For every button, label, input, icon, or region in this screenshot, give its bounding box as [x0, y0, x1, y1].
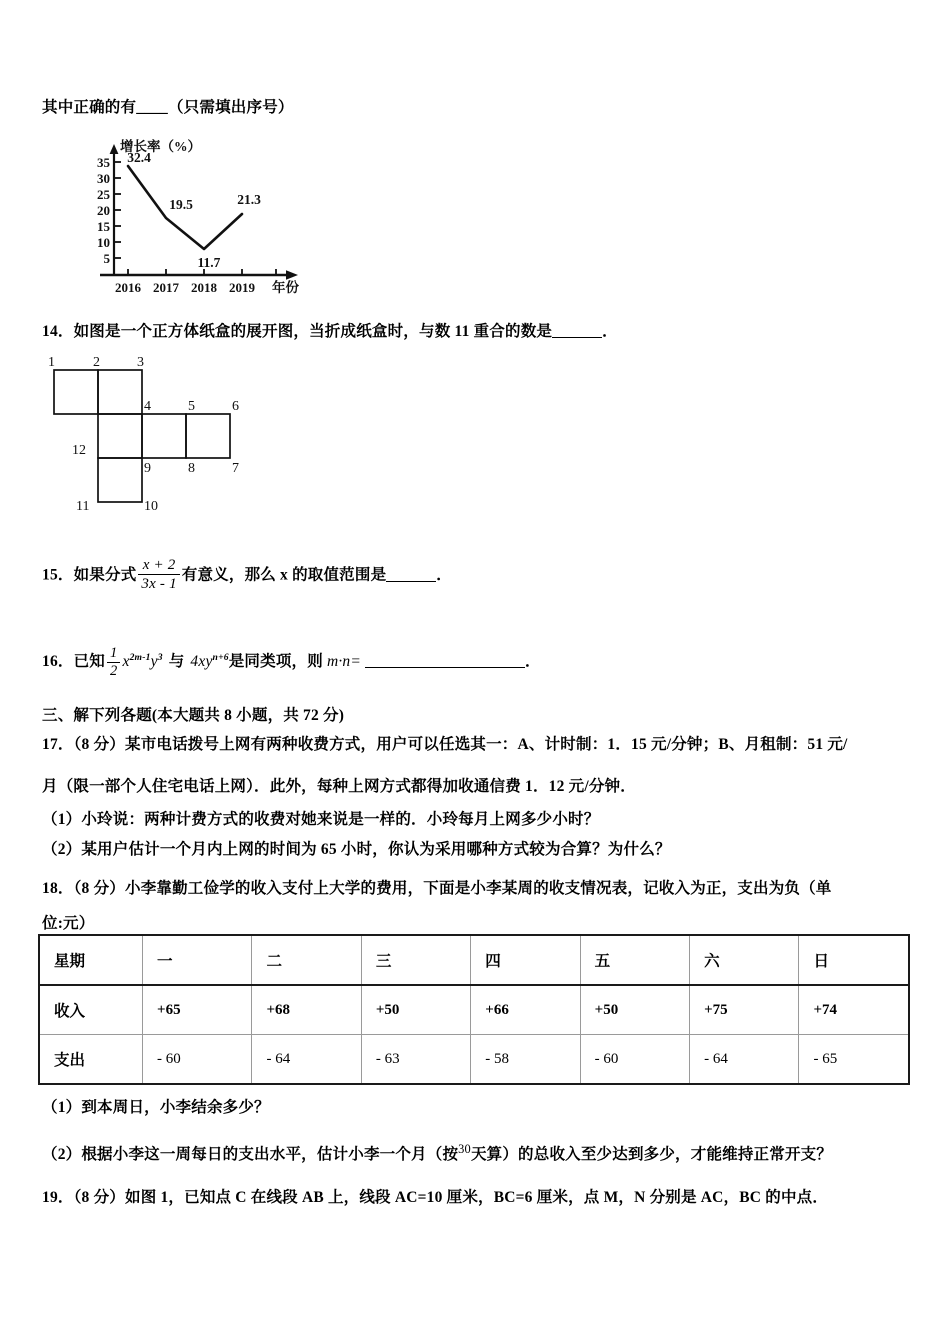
question-16-term1-y-exponent: 3	[157, 652, 163, 663]
cube-net-label-5: 5	[188, 399, 195, 414]
table-row-label-income: 收入	[39, 985, 143, 1035]
chart-ytick-25: 25	[97, 187, 110, 202]
chart-ytick-30: 30	[97, 171, 110, 186]
table-header-mon: 一	[143, 935, 252, 985]
coefficient-numerator: 1	[107, 645, 120, 663]
cube-net-svg	[36, 352, 276, 512]
chart-xtick-2019: 2019	[229, 280, 255, 295]
chart-xtick-2016: 2016	[115, 280, 141, 295]
cube-net-label-11: 11	[76, 499, 90, 512]
question-15-text-after: 有意义，那么 x 的取值范围是	[181, 566, 387, 584]
question-18-score: （8 分）	[73, 880, 125, 897]
question-16-text-mid: 是同类项，则	[228, 653, 323, 671]
question-14-number: 14．	[42, 323, 74, 340]
chart-xtick-2017: 2017	[153, 280, 179, 295]
income-expense-table	[38, 934, 910, 1085]
question-19-score: （8 分）	[73, 1189, 125, 1206]
question-17-sub-1-text: （1）小玲说：两种计费方式的收费对她来说是一样的．小玲每月上网多少小时？	[42, 811, 600, 828]
table-header-thu: 四	[471, 935, 580, 985]
table-cell-income-mon: +65	[143, 985, 252, 1035]
table-header-wed: 三	[361, 935, 470, 985]
chart-y-tick-labels	[97, 155, 111, 266]
table-cell-expense-tue: - 64	[252, 1035, 361, 1085]
question-19-text: 如图 1，已知点 C 在线段 AB 上，线段 AC=10 厘米，BC=6 厘米，点 M，N 分别是 AC，BC 的中点．	[125, 1189, 829, 1206]
question-17-line-2	[42, 775, 636, 798]
cube-net-label-8: 8	[188, 461, 195, 476]
question-18-text-line-1: 小李靠勤工俭学的收入支付上大学的费用，下面是小李某周的收支情况表，记收入为正，支出为负（单	[125, 880, 832, 897]
question-18-line-2	[42, 912, 94, 935]
question-16-coefficient-fraction	[107, 645, 120, 680]
question-16-period: ．	[525, 653, 541, 671]
question-16-term2-exponent: n+6	[212, 652, 229, 663]
table-header-fri: 五	[580, 935, 689, 985]
cube-net-label-4: 4	[144, 399, 151, 414]
top-instruction-line	[42, 96, 294, 119]
chart-ytick-15: 15	[97, 219, 110, 234]
table-cell-expense-thu: - 58	[471, 1035, 580, 1085]
chart-ytick-35: 35	[97, 155, 110, 170]
question-19-number: 19．	[42, 1189, 74, 1206]
table-header-weekday: 星期	[39, 935, 143, 985]
question-14-period: ．	[602, 323, 618, 340]
question-17-number: 17．	[42, 736, 74, 753]
question-16-conjunction: 与	[168, 653, 185, 671]
table-header-sat: 六	[690, 935, 799, 985]
chart-point-label-2019: 21.3	[237, 192, 261, 207]
question-16-text-before: 已知	[73, 653, 106, 671]
chart-point-label-2017: 19.5	[169, 197, 193, 212]
question-17-score: （8 分）	[73, 736, 125, 753]
question-16	[42, 645, 541, 680]
cube-net-label-2: 2	[93, 355, 100, 370]
table-header-row	[39, 935, 909, 985]
table-cell-income-fri: +50	[580, 985, 689, 1035]
top-instruction-text: 其中正确的有____（只需填出序号）	[42, 99, 294, 116]
cube-net-label-10: 10	[144, 499, 158, 512]
growth-rate-chart	[44, 136, 324, 306]
chart-ytick-10: 10	[97, 235, 110, 250]
question-16-term1-y: y	[150, 653, 158, 671]
chart-y-arrow	[110, 144, 119, 154]
chart-point-label-2016: 32.4	[127, 150, 151, 165]
question-18-number: 18．	[42, 880, 74, 897]
question-16-number: 16．	[42, 653, 74, 671]
question-15-fraction	[138, 557, 179, 593]
question-16-term1-x: x	[122, 653, 130, 671]
question-15-text-before: 如果分式	[73, 566, 137, 584]
question-14-answer-blank[interactable]	[552, 337, 602, 338]
fraction-denominator: 3x - 1	[141, 576, 177, 593]
cube-net-label-9: 9	[144, 461, 151, 476]
question-17-sub-2-text: （2）某用户估计一个月内上网的时间为 65 小时，你认为采用哪种方式较为合算？为什么？	[42, 841, 671, 858]
table-cell-expense-sun: - 65	[799, 1035, 909, 1085]
chart-y-axis-title: 增长率（%）	[120, 139, 201, 154]
table-cell-income-tue: +68	[252, 985, 361, 1035]
question-18-sub-2-text-after: 天算）的总收入至少达到多少，才能维持正常开支？	[470, 1146, 833, 1164]
chart-point-labels	[127, 150, 261, 270]
question-18-text-line-2: 位:元）	[42, 915, 95, 932]
question-15	[42, 557, 452, 593]
section-3-heading-text: 三、解下列各题(本大题共 8 小题，共 72 分)	[42, 707, 345, 724]
question-18-sub-1-text: （1）到本周日，小李结余多少？	[42, 1099, 270, 1116]
table-cell-expense-mon: - 60	[143, 1035, 252, 1085]
table-row-label-expense: 支出	[39, 1035, 143, 1085]
question-17-text-line-2: 月（限一部个人住宅电话上网）．此外，每种上网方式都得加收通信费 1．12 元/分钟．	[42, 778, 636, 795]
table-cell-income-wed: +50	[361, 985, 470, 1035]
chart-xtick-2018: 2018	[191, 280, 217, 295]
question-18-sub-2-text-before: （2）根据小李这一周每日的支出水平，估计小李一个月（按	[42, 1146, 459, 1164]
chart-x-arrow	[286, 270, 298, 280]
table-cell-expense-sat: - 64	[690, 1035, 799, 1085]
question-14	[42, 320, 618, 343]
cube-net-label-6: 6	[232, 399, 239, 414]
table-header-tue: 二	[252, 935, 361, 985]
question-15-answer-blank[interactable]	[386, 581, 436, 582]
table-cell-income-sat: +75	[690, 985, 799, 1035]
table-cell-income-sun: +74	[799, 985, 909, 1035]
cube-net-label-7: 7	[232, 461, 239, 476]
question-18-sub-2-superscript: 30	[458, 1142, 471, 1156]
chart-x-tick-labels	[115, 280, 256, 295]
table-row-expense	[39, 1035, 909, 1085]
question-16-term1-exponent: 2m-1	[129, 652, 151, 663]
question-15-period: ．	[436, 566, 452, 584]
table-cell-expense-fri: - 60	[580, 1035, 689, 1085]
cube-net-label-12: 12	[72, 443, 86, 458]
chart-svg	[44, 136, 324, 306]
question-15-number: 15．	[42, 566, 74, 584]
cube-net-lines	[54, 370, 230, 502]
table-cell-income-thu: +66	[471, 985, 580, 1035]
question-16-expression: m·n=	[326, 653, 362, 671]
table-row-income	[39, 985, 909, 1035]
question-17-line-1	[42, 733, 848, 756]
question-17-sub-2	[42, 838, 671, 861]
fraction-numerator: x + 2	[138, 557, 179, 575]
chart-ytick-5: 5	[103, 251, 110, 266]
question-16-answer-blank[interactable]	[365, 667, 525, 668]
cube-net-label-1: 1	[48, 355, 55, 370]
cube-net-diagram	[36, 352, 276, 512]
cube-net-label-3: 3	[137, 355, 144, 370]
cube-net-labels	[48, 355, 239, 512]
table-header-sun: 日	[799, 935, 909, 985]
question-18-line-1	[42, 877, 832, 900]
question-17-sub-1	[42, 808, 599, 831]
chart-ytick-20: 20	[97, 203, 110, 218]
question-17-text-line-1: 某市电话拨号上网有两种收费方式，用户可以任选其一：A、计时制：1．15 元/分钟；B、月租制：51 元/	[125, 736, 848, 753]
coefficient-denominator: 2	[110, 662, 118, 679]
question-18-sub-1	[42, 1096, 270, 1119]
chart-point-label-2018: 11.7	[197, 255, 221, 270]
question-18-sub-2	[42, 1140, 832, 1166]
question-19	[42, 1186, 828, 1209]
question-14-text: 如图是一个正方体纸盒的展开图，当折成纸盒时，与数 11 重合的数是	[73, 323, 553, 340]
table-cell-expense-wed: - 63	[361, 1035, 470, 1085]
section-3-heading	[42, 704, 344, 727]
chart-x-axis-title: 年份	[272, 280, 299, 295]
question-16-term2: 4xy	[190, 653, 213, 671]
